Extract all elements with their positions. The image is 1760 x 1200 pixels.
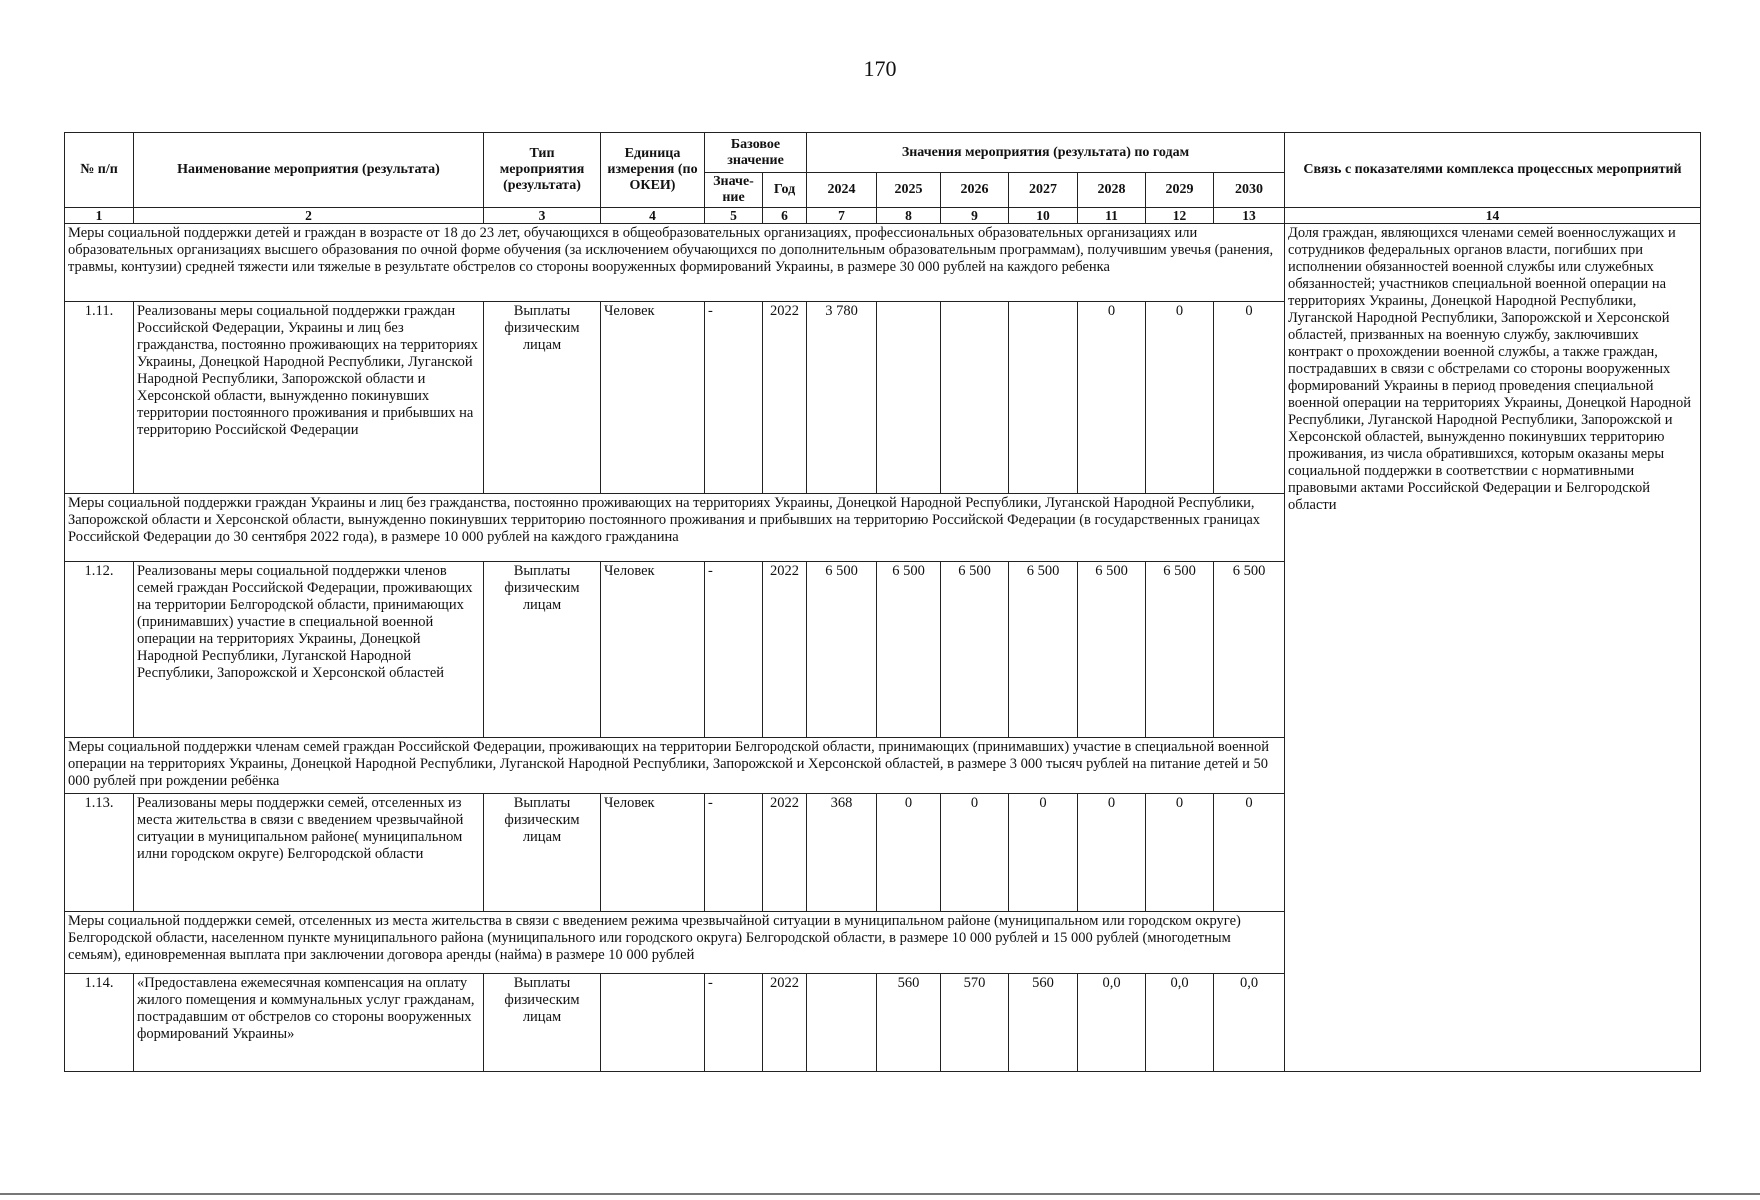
header-base-value: Значе-ние: [705, 173, 763, 208]
header-year: 2027: [1009, 173, 1078, 208]
measure-unit: Человек: [601, 302, 705, 494]
base-year: 2022: [763, 562, 807, 738]
year-value: 0,0: [1078, 974, 1146, 1072]
year-value: 6 500: [807, 562, 877, 738]
column-number: 13: [1214, 208, 1285, 224]
header-year: 2026: [941, 173, 1009, 208]
year-value: 6 500: [1009, 562, 1078, 738]
year-value: 0,0: [1146, 974, 1214, 1072]
year-value: [807, 974, 877, 1072]
row-number: 1.12.: [65, 562, 134, 738]
measure-name: Реализованы меры поддержки семей, отселенных из места жительства в связи с введением чрезвычайной ситуации в муниципальном районе( муниципальном илни городском округе) Белгородской области: [134, 794, 484, 912]
year-value: 368: [807, 794, 877, 912]
year-value: 0: [1214, 302, 1285, 494]
column-number: 11: [1078, 208, 1146, 224]
measures-table: [64, 132, 1701, 1072]
year-value: 6 500: [1146, 562, 1214, 738]
row-number: 1.11.: [65, 302, 134, 494]
section-heading: Меры социальной поддержки граждан Украины и лиц без гражданства, постоянно проживающих на территориях Украины, Донецкой Народной Республики, Луганской Народной Республики, Запорожской области и Херсонской области, вынужденно покинувших территорию постоянного проживания и прибывших на территорию Российской Федерации (в государственных границах Российской Федерации до 30 сентября 2022 года), в размере 10 000 рублей на каждого гражданина: [65, 494, 1285, 562]
scan-edge-line: [0, 1193, 1760, 1195]
year-value: 6 500: [877, 562, 941, 738]
header-year: 2030: [1214, 173, 1285, 208]
year-value: 0: [1214, 794, 1285, 912]
year-value: 6 500: [941, 562, 1009, 738]
year-value: 6 500: [1078, 562, 1146, 738]
column-number: 9: [941, 208, 1009, 224]
measure-name: Реализованы меры социальной поддержки граждан Российской Федерации, Украины и лиц без гражданства, постоянно проживающих на территориях Украины, Донецкой Народной Республики, Луганской Народной Республики, Запорожской области и Херсонской области, вынужденно покинувших территории постоянного проживания и прибывших на территорию Российской Федерации: [134, 302, 484, 494]
header-base-year: Год: [763, 173, 807, 208]
column-number: 1: [65, 208, 134, 224]
base-value: -: [705, 794, 763, 912]
page-number: 170: [863, 56, 897, 81]
header-num: № п/п: [65, 133, 134, 208]
section-heading: Меры социальной поддержки членам семей граждан Российской Федерации, проживающих на территории Белгородской области, принимающих (принимавших) участие в специальной военной операции на территориях Украины, Донецкой Народной Республики, Луганской Народной Республики, Запорожской и Херсонской областей, в размере 3 000 тысяч рублей на питание детей и 50 000 рублей при рождении ребёнка: [65, 738, 1285, 794]
column-number: 10: [1009, 208, 1078, 224]
year-value: 3 780: [807, 302, 877, 494]
base-value: -: [705, 974, 763, 1072]
measure-unit: [601, 974, 705, 1072]
column-number: 14: [1285, 208, 1701, 224]
year-value: [877, 302, 941, 494]
year-value: 570: [941, 974, 1009, 1072]
column-number: 5: [705, 208, 763, 224]
year-value: 0: [1078, 794, 1146, 912]
header-link: Связь с показателями комплекса процессных мероприятий: [1285, 133, 1701, 208]
column-number: 2: [134, 208, 484, 224]
header-year: 2025: [877, 173, 941, 208]
section-heading: Меры социальной поддержки детей и граждан в возрасте от 18 до 23 лет, обучающихся в общеобразовательных организациях, профессиональных образовательных организациях или образовательных организациях высшего образования по очной форме обучения (за исключением обучающихся по дополнительным образовательным программам), получившим увечья (ранения, травмы, контузии) средней тяжести или тяжелые в результате обстрелов со стороны вооруженных формирований Украины, в размере 30 000 рублей на каждого ребенка: [65, 224, 1285, 302]
year-value: 560: [1009, 974, 1078, 1072]
column-numbers-row: [65, 208, 1701, 224]
year-value: 0: [1078, 302, 1146, 494]
year-value: 0,0: [1214, 974, 1285, 1072]
year-value: 6 500: [1214, 562, 1285, 738]
year-value: 0: [877, 794, 941, 912]
column-number: 7: [807, 208, 877, 224]
column-number: 6: [763, 208, 807, 224]
header-base: Базовое значение: [705, 133, 807, 173]
base-year: 2022: [763, 794, 807, 912]
year-value: [941, 302, 1009, 494]
column-number: 3: [484, 208, 601, 224]
row-number: 1.14.: [65, 974, 134, 1072]
row-number: 1.13.: [65, 794, 134, 912]
header-year: 2028: [1078, 173, 1146, 208]
measure-type: Выплаты физическим лицам: [484, 794, 601, 912]
year-value: [1009, 302, 1078, 494]
year-value: 0: [941, 794, 1009, 912]
indicator-link: Доля граждан, являющихся членами семей военнослужащих и сотрудников федеральных органов власти, погибших при исполнении обязанностей военной службы или служебных обязанностей; участников специальной военной операции на территориях Украины, Донецкой Народной Республики, Луганской Народной Республики, Запорожской и Херсонской областей, призванных на военную службу, заключивших контракт о прохождении военной службы, а также граждан, пострадавших в связи с обстрелами со стороны вооруженных формирований Украины в период проведения специальной военной операции на территориях Украины, Донецкой Народной Республики, Луганской Народной Республики, Запорожской и Херсонской областей, вынужденно покинувших территорию проживания, из числа обратившихся, которым оказаны меры социальной поддержки в соответствии с нормативными правовыми актами Российской Федерации и Белгородской области: [1285, 224, 1701, 1072]
header-name: Наименование мероприятия (результата): [134, 133, 484, 208]
column-number: 8: [877, 208, 941, 224]
measure-unit: Человек: [601, 794, 705, 912]
column-number: 4: [601, 208, 705, 224]
base-value: -: [705, 562, 763, 738]
measure-type: Выплаты физическим лицам: [484, 302, 601, 494]
measure-type: Выплаты физическим лицам: [484, 974, 601, 1072]
year-value: 0: [1146, 302, 1214, 494]
header-unit: Единица измерения (по ОКЕИ): [601, 133, 705, 208]
base-year: 2022: [763, 302, 807, 494]
measure-name: «Предоставлена ежемесячная компенсация на оплату жилого помещения и коммунальных услуг гражданам, пострадавшим от обстрелов со стороны вооруженных формирований Украины»: [134, 974, 484, 1072]
year-value: 560: [877, 974, 941, 1072]
column-number: 12: [1146, 208, 1214, 224]
section-heading-row: [65, 224, 1701, 302]
base-value: -: [705, 302, 763, 494]
section-heading: Меры социальной поддержки семей, отселенных из места жительства в связи с введением режима чрезвычайной ситуации в муниципальном районе (муниципальном или городском округе) Белгородской области, населенном пункте муниципального района (муниципального или городского округа) Белгородской области, в размере 10 000 рублей и 15 000 рублей (многодетным семьям), единовременная выплата при заключении договора аренды (найма) в размере 10 000 рублей: [65, 912, 1285, 974]
year-value: 0: [1009, 794, 1078, 912]
base-year: 2022: [763, 974, 807, 1072]
measure-name: Реализованы меры социальной поддержки членов семей граждан Российской Федерации, проживающих на территории Белгородской области, принимающих (принимавших) участие в специальной военной операции на территориях Украины, Донецкой Народной Республики, Луганской Народной Республики, Запорожской и Херсонской областей: [134, 562, 484, 738]
year-value: 0: [1146, 794, 1214, 912]
measure-type: Выплаты физическим лицам: [484, 562, 601, 738]
header-years-group: Значения мероприятия (результата) по годам: [807, 133, 1285, 173]
header-year: 2029: [1146, 173, 1214, 208]
header-type: Тип мероприятия (результата): [484, 133, 601, 208]
header-year: 2024: [807, 173, 877, 208]
measure-unit: Человек: [601, 562, 705, 738]
